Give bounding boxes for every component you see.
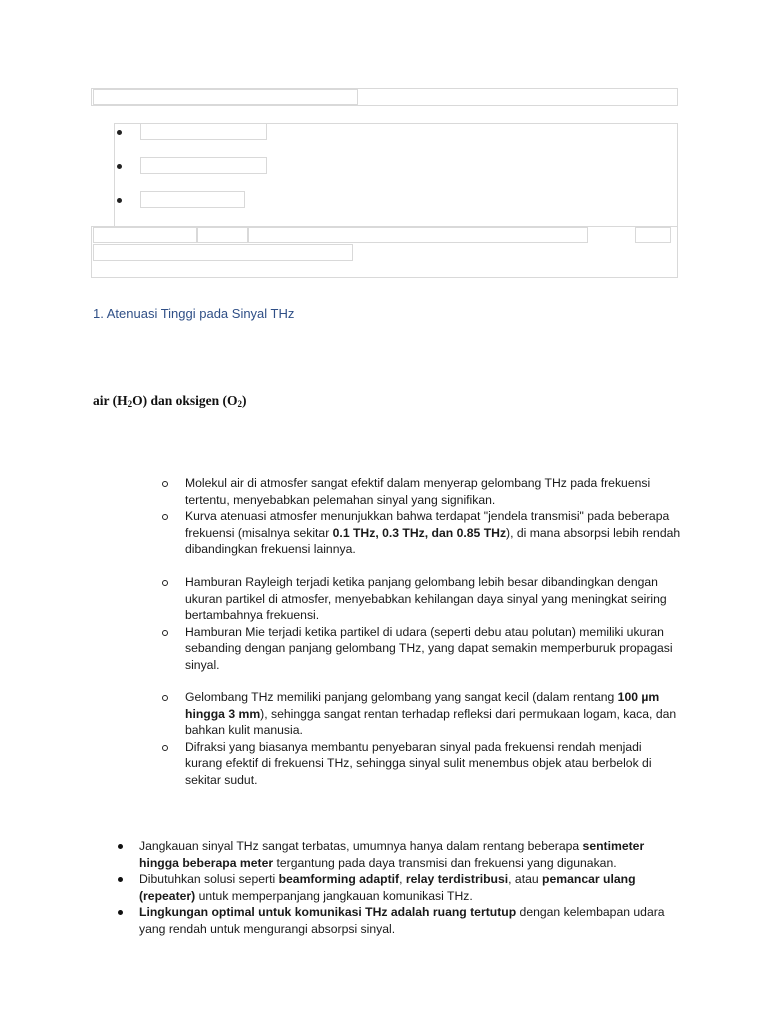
placeholder-bullet-1: [117, 130, 122, 135]
placeholder-cell-top-left: [93, 89, 358, 105]
list-item-text: beamforming adaptif: [278, 872, 400, 886]
circle-bullet-icon: [162, 514, 168, 520]
list-item-text: Dibutuhkan solusi seperti: [139, 872, 279, 886]
list-item-text: 0.1 THz, 0.3 THz, dan 0.85 THz: [332, 525, 507, 540]
list-item: [162, 574, 682, 624]
list-item-text: Kurva atenuasi atmosfer menunjukkan bahwa terdapat "jendela transmisi" pada beberapa frekuensi (misalnya sekitar: [185, 509, 670, 540]
bullet-icon: [118, 877, 123, 882]
list-item-text: Molekul air di atmosfer sangat efektif dalam menyerap gelombang THz pada frekuensi tertentu, menyebabkan pelemahan sinyal yang signifikan.: [185, 476, 651, 507]
placeholder-cell-b3: [248, 227, 588, 243]
main-bullet-list: [116, 838, 676, 937]
list-item-text: relay terdistribusi: [405, 872, 509, 886]
list-item-text: Lingkungan optimal untuk komunikasi THz adalah ruang tertutup: [139, 905, 517, 919]
circle-bullet-icon: [162, 695, 168, 701]
section-heading: 1. Atenuasi Tinggi pada Sinyal THz: [93, 306, 295, 321]
bullet-icon: [118, 910, 123, 915]
list-item-text: ,: [399, 872, 406, 886]
circle-bullet-icon: [162, 481, 168, 487]
list-item-text: Hamburan Mie terjadi ketika partikel di udara (seperti debu atau polutan) memiliki ukuran sebanding dengan panjang gelombang THz, yang dapat semakin memperburuk propagasi sinyal.: [185, 624, 673, 672]
circle-bullet-icon: [162, 745, 168, 751]
circle-bullet-icon: [162, 580, 168, 586]
list-item-text: ), di mana absorpsi lebih rendah dibandingkan frekuensi lainnya.: [185, 525, 681, 556]
placeholder-bullet-3: [117, 198, 122, 203]
subsection-heading: air $(H_2O)$ dan oksigen $(O_2)$: [93, 393, 247, 409]
sub-list-reflection: [162, 689, 682, 788]
circle-bullet-icon: [162, 630, 168, 636]
list-item: [116, 871, 676, 904]
placeholder-cell-b5: [93, 244, 353, 261]
sub-list-absorption: [162, 475, 682, 558]
list-item-text: Hamburan Rayleigh terjadi ketika panjang gelombang lebih besar dibandingkan dengan ukuran partikel di atmosfer, menyebabkan kehilangan daya sinyal yang meningkat seiring bertambahnya frekuensi.: [185, 575, 667, 622]
sub-list-scattering: [162, 574, 682, 673]
list-item-text: Difraksi yang biasanya membantu penyebaran sinyal pada frekuensi rendah menjadi kurang efektif di frekuensi THz, sehingga sinyal sulit menembus objek atau berbelok di sekitar sudut.: [185, 739, 652, 787]
list-item-text: sentimeter hingga beberapa meter: [139, 839, 645, 870]
placeholder-cell-3: [140, 191, 245, 208]
list-item: [116, 904, 676, 937]
placeholder-bullet-2: [117, 164, 122, 169]
list-item: [162, 624, 682, 674]
placeholder-cell-b4: [635, 227, 671, 243]
list-item-text: dengan kelembapan udara yang rendah untuk mengurangi absorpsi sinyal.: [139, 905, 665, 936]
list-item-text: ), sehingga sangat rentan terhadap refleksi dari permukaan logam, kaca, dan bahkan kulit manusia.: [185, 706, 677, 737]
list-item-text: Gelombang THz memiliki panjang gelombang yang sangat kecil (dalam rentang: [185, 690, 618, 704]
placeholder-cell-2: [140, 157, 267, 174]
list-item: [162, 689, 682, 739]
placeholder-cell-b2: [197, 227, 248, 243]
list-item-text: untuk memperpanjang jangkauan komunikasi THz.: [195, 888, 473, 903]
list-item-text: 100 µm hingga 3 mm: [185, 690, 660, 721]
list-item: [116, 838, 676, 871]
list-item-text: pemancar ulang (repeater): [139, 872, 636, 903]
list-item: [162, 508, 682, 558]
placeholder-cell-1: [140, 123, 267, 140]
list-item-text: tergantung pada daya transmisi dan frekuensi yang digunakan.: [273, 855, 617, 870]
list-item-text: Jangkauan sinyal THz sangat terbatas, umumnya hanya dalam rentang beberapa: [139, 839, 583, 853]
list-item-text: , atau: [508, 872, 543, 886]
placeholder-cell-b1: [93, 227, 197, 243]
bullet-icon: [118, 844, 123, 849]
list-item: [162, 475, 682, 508]
list-item: [162, 739, 682, 789]
